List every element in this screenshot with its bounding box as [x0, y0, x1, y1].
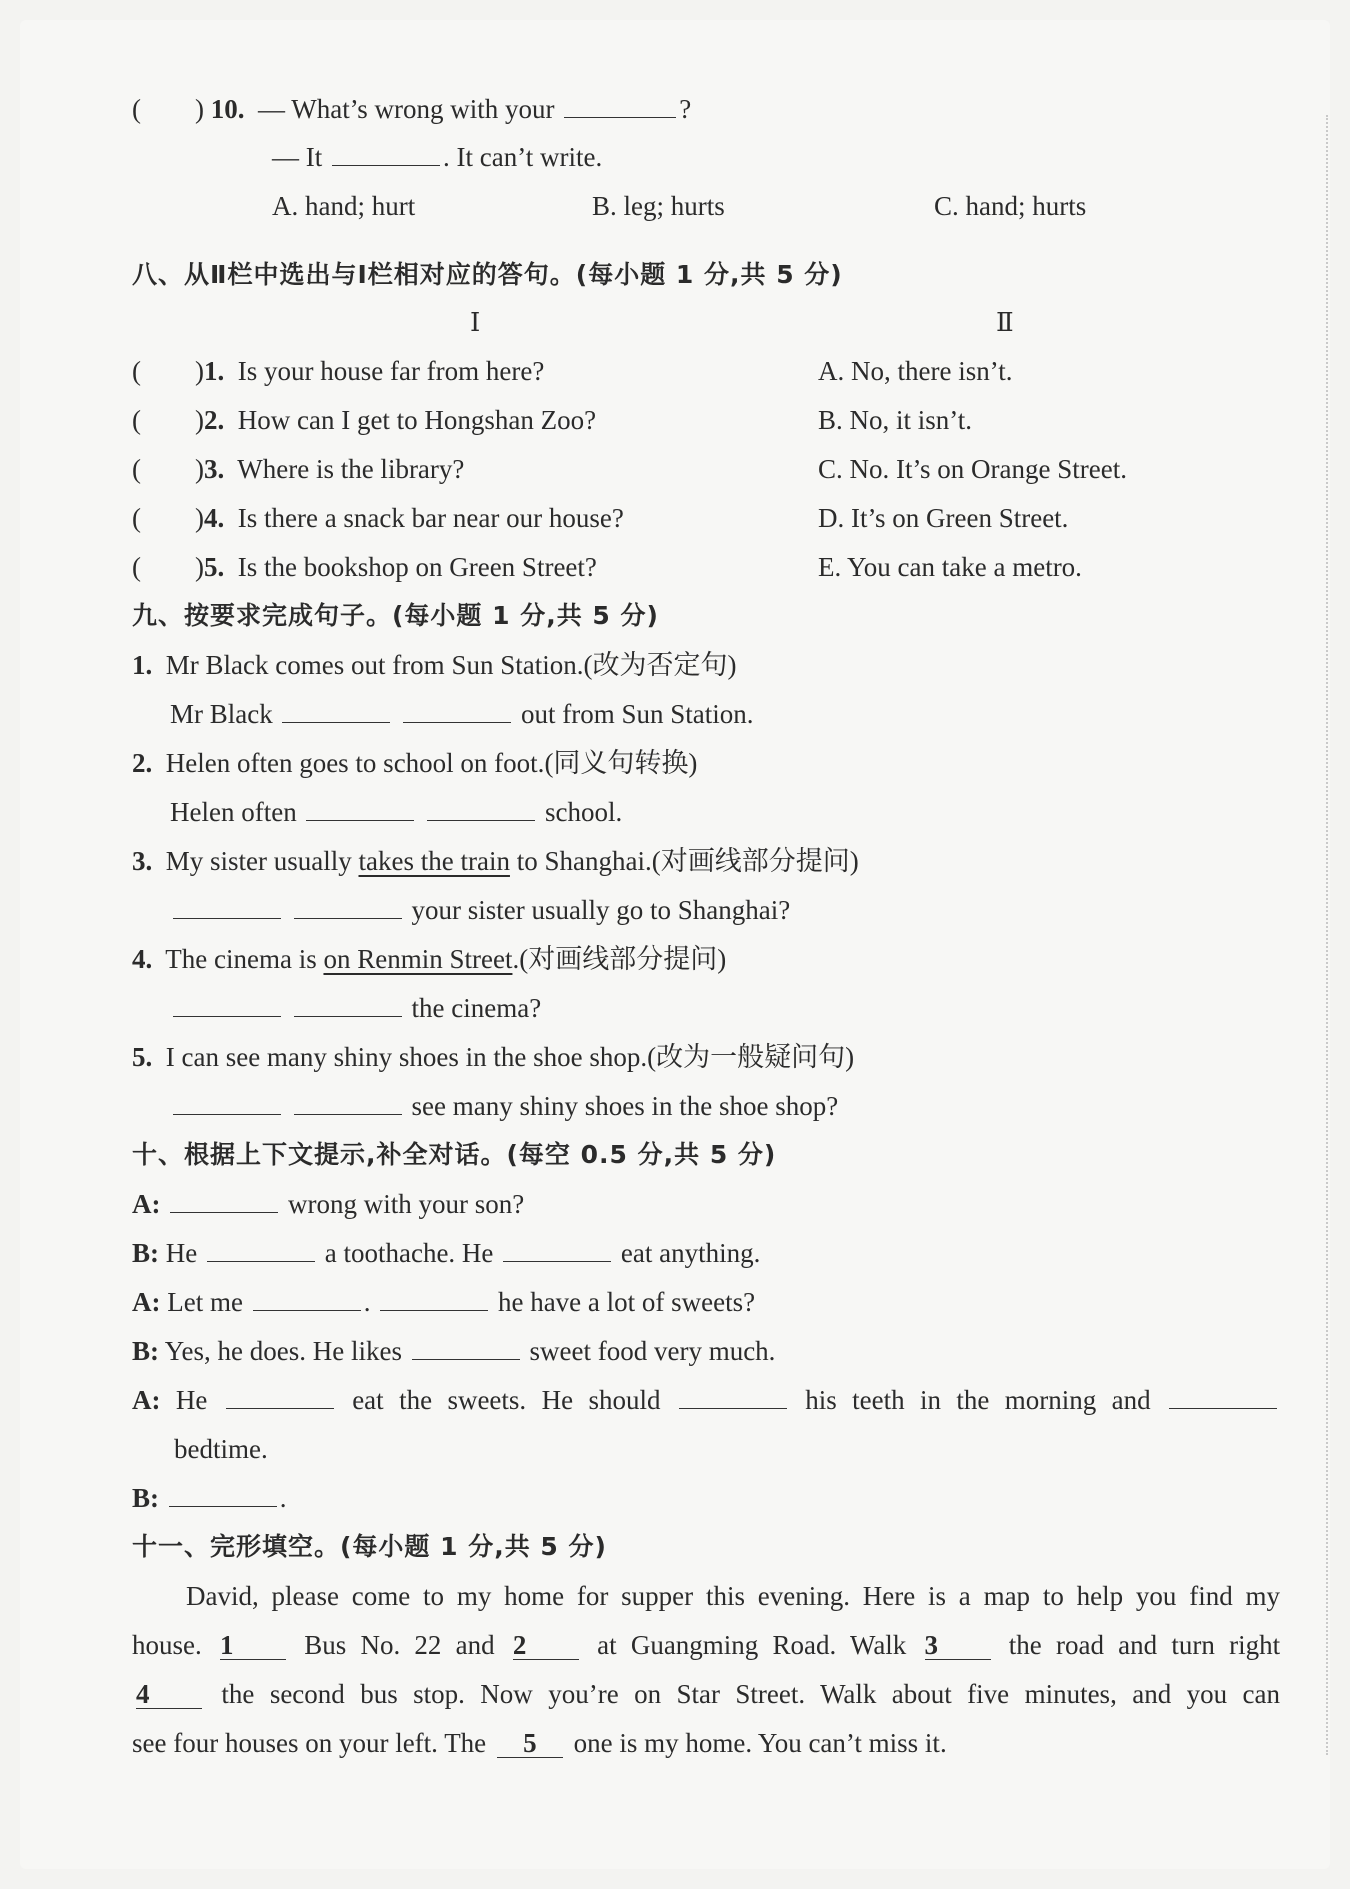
- item-number: 4.: [132, 944, 153, 974]
- item-instruction: (同义句转换): [544, 748, 698, 778]
- rewrite-answer-5: [170, 1089, 838, 1123]
- question-text: How can I get to Hongshan Zoo?: [237, 405, 597, 435]
- rewrite-item-2: [132, 746, 697, 780]
- dialogue-line-5: [132, 1383, 1280, 1417]
- cloze-blank-3[interactable]: 3: [925, 1631, 991, 1660]
- section9-heading: 九、按要求完成句子。(每小题 1 分,共 5 分): [132, 601, 659, 630]
- dialogue-text: Let me: [167, 1287, 243, 1317]
- column-1-label: Ⅰ: [470, 308, 481, 338]
- item-number: 3.: [132, 846, 153, 876]
- speaker-label: B:: [132, 1483, 159, 1513]
- rewrite-item-1: [132, 648, 736, 682]
- dialogue-text: his teeth in the morning and: [805, 1385, 1151, 1415]
- item-sentence-end: .: [512, 944, 520, 974]
- cloze-text: the second bus stop. Now you’re on Star Street. Walk about five minutes, and you can: [221, 1679, 1281, 1709]
- dialogue-text: sweet food very much.: [529, 1336, 776, 1366]
- cloze-line-3: [132, 1677, 1280, 1711]
- q10-option-b: B. leg; hurts: [592, 191, 725, 221]
- answer-suffix: the cinema?: [411, 993, 542, 1023]
- match-question-4: [132, 501, 624, 535]
- fill-blank[interactable]: [1169, 1384, 1277, 1409]
- match-question-5: [132, 550, 597, 584]
- dialogue-text: eat the sweets. He should: [352, 1385, 661, 1415]
- cloze-text: David, please come to my home for supper this evening. Here is a map to help you find my: [186, 1581, 1280, 1611]
- cloze-text: see four houses on your left. The: [132, 1728, 487, 1758]
- q10-line2: [272, 140, 602, 174]
- item-sentence: My sister usually: [165, 846, 352, 876]
- item-instruction: (改为否定句): [583, 650, 737, 680]
- rewrite-answer-2: [170, 795, 622, 829]
- fill-blank[interactable]: [294, 992, 402, 1017]
- fill-blank[interactable]: [503, 1237, 611, 1262]
- dialogue-line-5-cont: bedtime.: [174, 1434, 268, 1464]
- question-number: 3.: [203, 454, 225, 484]
- question-text: Is your house far from here?: [237, 356, 545, 386]
- speaker-label: B:: [132, 1238, 159, 1268]
- cloze-text: at Guangming Road. Walk: [597, 1630, 907, 1660]
- fill-blank[interactable]: [427, 796, 535, 821]
- question-text: Where is the library?: [237, 454, 465, 484]
- rewrite-answer-3: [170, 893, 790, 927]
- dialogue-text: .: [363, 1287, 371, 1317]
- rewrite-item-3: [132, 844, 859, 878]
- question-number: 4.: [203, 503, 225, 533]
- fill-blank[interactable]: [173, 992, 281, 1017]
- answer-paren[interactable]: ( ): [132, 356, 204, 386]
- fill-blank[interactable]: [173, 1090, 281, 1115]
- question-number: 2.: [203, 405, 225, 435]
- cloze-text: house.: [132, 1630, 202, 1660]
- speaker-label: A:: [132, 1385, 161, 1415]
- q10-qmark: ?: [679, 94, 692, 124]
- section11-heading: 十一、完形填空。(每小题 1 分,共 5 分): [132, 1532, 607, 1561]
- dialogue-text: he have a lot of sweets?: [497, 1287, 756, 1317]
- fill-blank[interactable]: [294, 1090, 402, 1115]
- item-instruction: (对画线部分提问): [519, 944, 727, 974]
- answer-suffix: out from Sun Station.: [520, 699, 754, 729]
- dialogue-line-4: [132, 1334, 775, 1368]
- question-text: Is there a snack bar near our house?: [237, 503, 624, 533]
- cloze-blank-2[interactable]: 2: [513, 1631, 579, 1660]
- dialogue-line-1: [132, 1187, 524, 1221]
- fill-blank[interactable]: [253, 1286, 361, 1311]
- match-answer-e: E. You can take a metro.: [818, 552, 1082, 582]
- dialogue-line-2: [132, 1236, 760, 1270]
- cloze-text: the road and turn right: [1008, 1630, 1281, 1660]
- fill-blank[interactable]: [403, 698, 511, 723]
- match-answer-c: C. No. It’s on Orange Street.: [818, 454, 1127, 484]
- underlined-phrase: on Renmin Street: [323, 944, 513, 974]
- rewrite-answer-4: [170, 991, 541, 1025]
- match-question-2: [132, 403, 596, 437]
- fill-blank[interactable]: [169, 1482, 277, 1507]
- fill-blank[interactable]: [294, 894, 402, 919]
- dialogue-text: wrong with your son?: [288, 1189, 525, 1219]
- q10-option-c: C. hand; hurts: [934, 191, 1087, 221]
- match-answer-d: D. It’s on Green Street.: [818, 503, 1069, 533]
- match-answer-a: A. No, there isn’t.: [818, 356, 1013, 386]
- answer-paren[interactable]: ( ): [132, 552, 204, 582]
- q10-line2-pre: — It: [272, 142, 323, 172]
- fill-blank[interactable]: [173, 894, 281, 919]
- binding-margin-line: [1326, 115, 1328, 1755]
- answer-paren: ( ): [132, 94, 204, 124]
- section8-heading: 八、从Ⅱ栏中选出与Ⅰ栏相对应的答句。(每小题 1 分,共 5 分): [132, 260, 843, 289]
- fill-blank[interactable]: [282, 698, 390, 723]
- item-number: 1.: [132, 650, 153, 680]
- match-answer-b: B. No, it isn’t.: [818, 405, 973, 435]
- fill-blank[interactable]: [380, 1286, 488, 1311]
- underlined-phrase: takes the train: [358, 846, 510, 876]
- q10-option-a: A. hand; hurt: [272, 191, 416, 221]
- item-instruction: (改为一般疑问句): [647, 1042, 855, 1072]
- match-question-3: [132, 452, 464, 486]
- question-number: 1.: [203, 356, 225, 386]
- speaker-label: A:: [132, 1189, 161, 1219]
- answer-suffix: see many shiny shoes in the shoe shop?: [411, 1091, 839, 1121]
- question-number: 10.: [210, 94, 245, 124]
- item-instruction: (对画线部分提问): [651, 846, 859, 876]
- answer-paren[interactable]: ( ): [132, 503, 204, 533]
- answer-paren[interactable]: ( ): [132, 405, 204, 435]
- answer-suffix: your sister usually go to Shanghai?: [411, 895, 791, 925]
- cloze-text: one is my home. You can’t miss it.: [573, 1728, 947, 1758]
- q10-line2-post: . It can’t write.: [443, 142, 603, 172]
- speaker-label: B:: [132, 1336, 159, 1366]
- rewrite-item-5: [132, 1040, 854, 1074]
- cloze-blank-5[interactable]: 5: [497, 1729, 563, 1758]
- item-sentence: Helen often goes to school on foot.: [165, 748, 545, 778]
- dialogue-text: eat anything.: [620, 1238, 761, 1268]
- cloze-blank-4[interactable]: 4: [136, 1680, 202, 1709]
- rewrite-item-4: [132, 942, 726, 976]
- item-sentence: I can see many shiny shoes in the shoe shop.: [165, 1042, 648, 1072]
- column-2-label: Ⅱ: [996, 308, 1014, 338]
- dialogue-text: He: [175, 1385, 208, 1415]
- item-sentence-end: to Shanghai.: [516, 846, 652, 876]
- q10-text: — What’s wrong with your: [257, 94, 555, 124]
- cloze-blank-1[interactable]: 1: [220, 1631, 286, 1660]
- fill-blank[interactable]: [306, 796, 414, 821]
- dialogue-text: Yes, he does. He likes: [164, 1336, 402, 1366]
- dialogue-line-3: [132, 1285, 755, 1319]
- dialogue-line-6: [132, 1481, 287, 1515]
- section10-heading: 十、根据上下文提示,补全对话。(每空 0.5 分,共 5 分): [132, 1140, 777, 1169]
- answer-prefix: Helen often: [170, 797, 297, 827]
- answer-paren[interactable]: ( ): [132, 454, 204, 484]
- question-text: Is the bookshop on Green Street?: [237, 552, 597, 582]
- dialogue-text: .: [279, 1483, 287, 1513]
- dialogue-text: He: [165, 1238, 198, 1268]
- cloze-text: Bus No. 22 and: [304, 1630, 495, 1660]
- item-number: 2.: [132, 748, 153, 778]
- answer-suffix: school.: [544, 797, 623, 827]
- match-question-1: [132, 354, 544, 388]
- cloze-line-2: [132, 1628, 1280, 1662]
- q10-line1: [132, 92, 691, 126]
- dialogue-text: a toothache. He: [324, 1238, 494, 1268]
- fill-blank[interactable]: [207, 1237, 315, 1262]
- item-sentence: The cinema is: [165, 944, 317, 974]
- fill-blank[interactable]: [564, 93, 676, 118]
- fill-blank[interactable]: [412, 1335, 520, 1360]
- fill-blank[interactable]: [679, 1384, 787, 1409]
- question-number: 5.: [203, 552, 225, 582]
- answer-prefix: Mr Black: [170, 699, 273, 729]
- fill-blank[interactable]: [226, 1384, 334, 1409]
- fill-blank[interactable]: [170, 1188, 278, 1213]
- rewrite-answer-1: [170, 697, 754, 731]
- item-number: 5.: [132, 1042, 153, 1072]
- cloze-line-4: [132, 1726, 947, 1760]
- fill-blank[interactable]: [332, 141, 440, 166]
- cloze-line-1: [132, 1579, 1280, 1613]
- speaker-label: A:: [132, 1287, 161, 1317]
- item-sentence: Mr Black comes out from Sun Station.: [165, 650, 584, 680]
